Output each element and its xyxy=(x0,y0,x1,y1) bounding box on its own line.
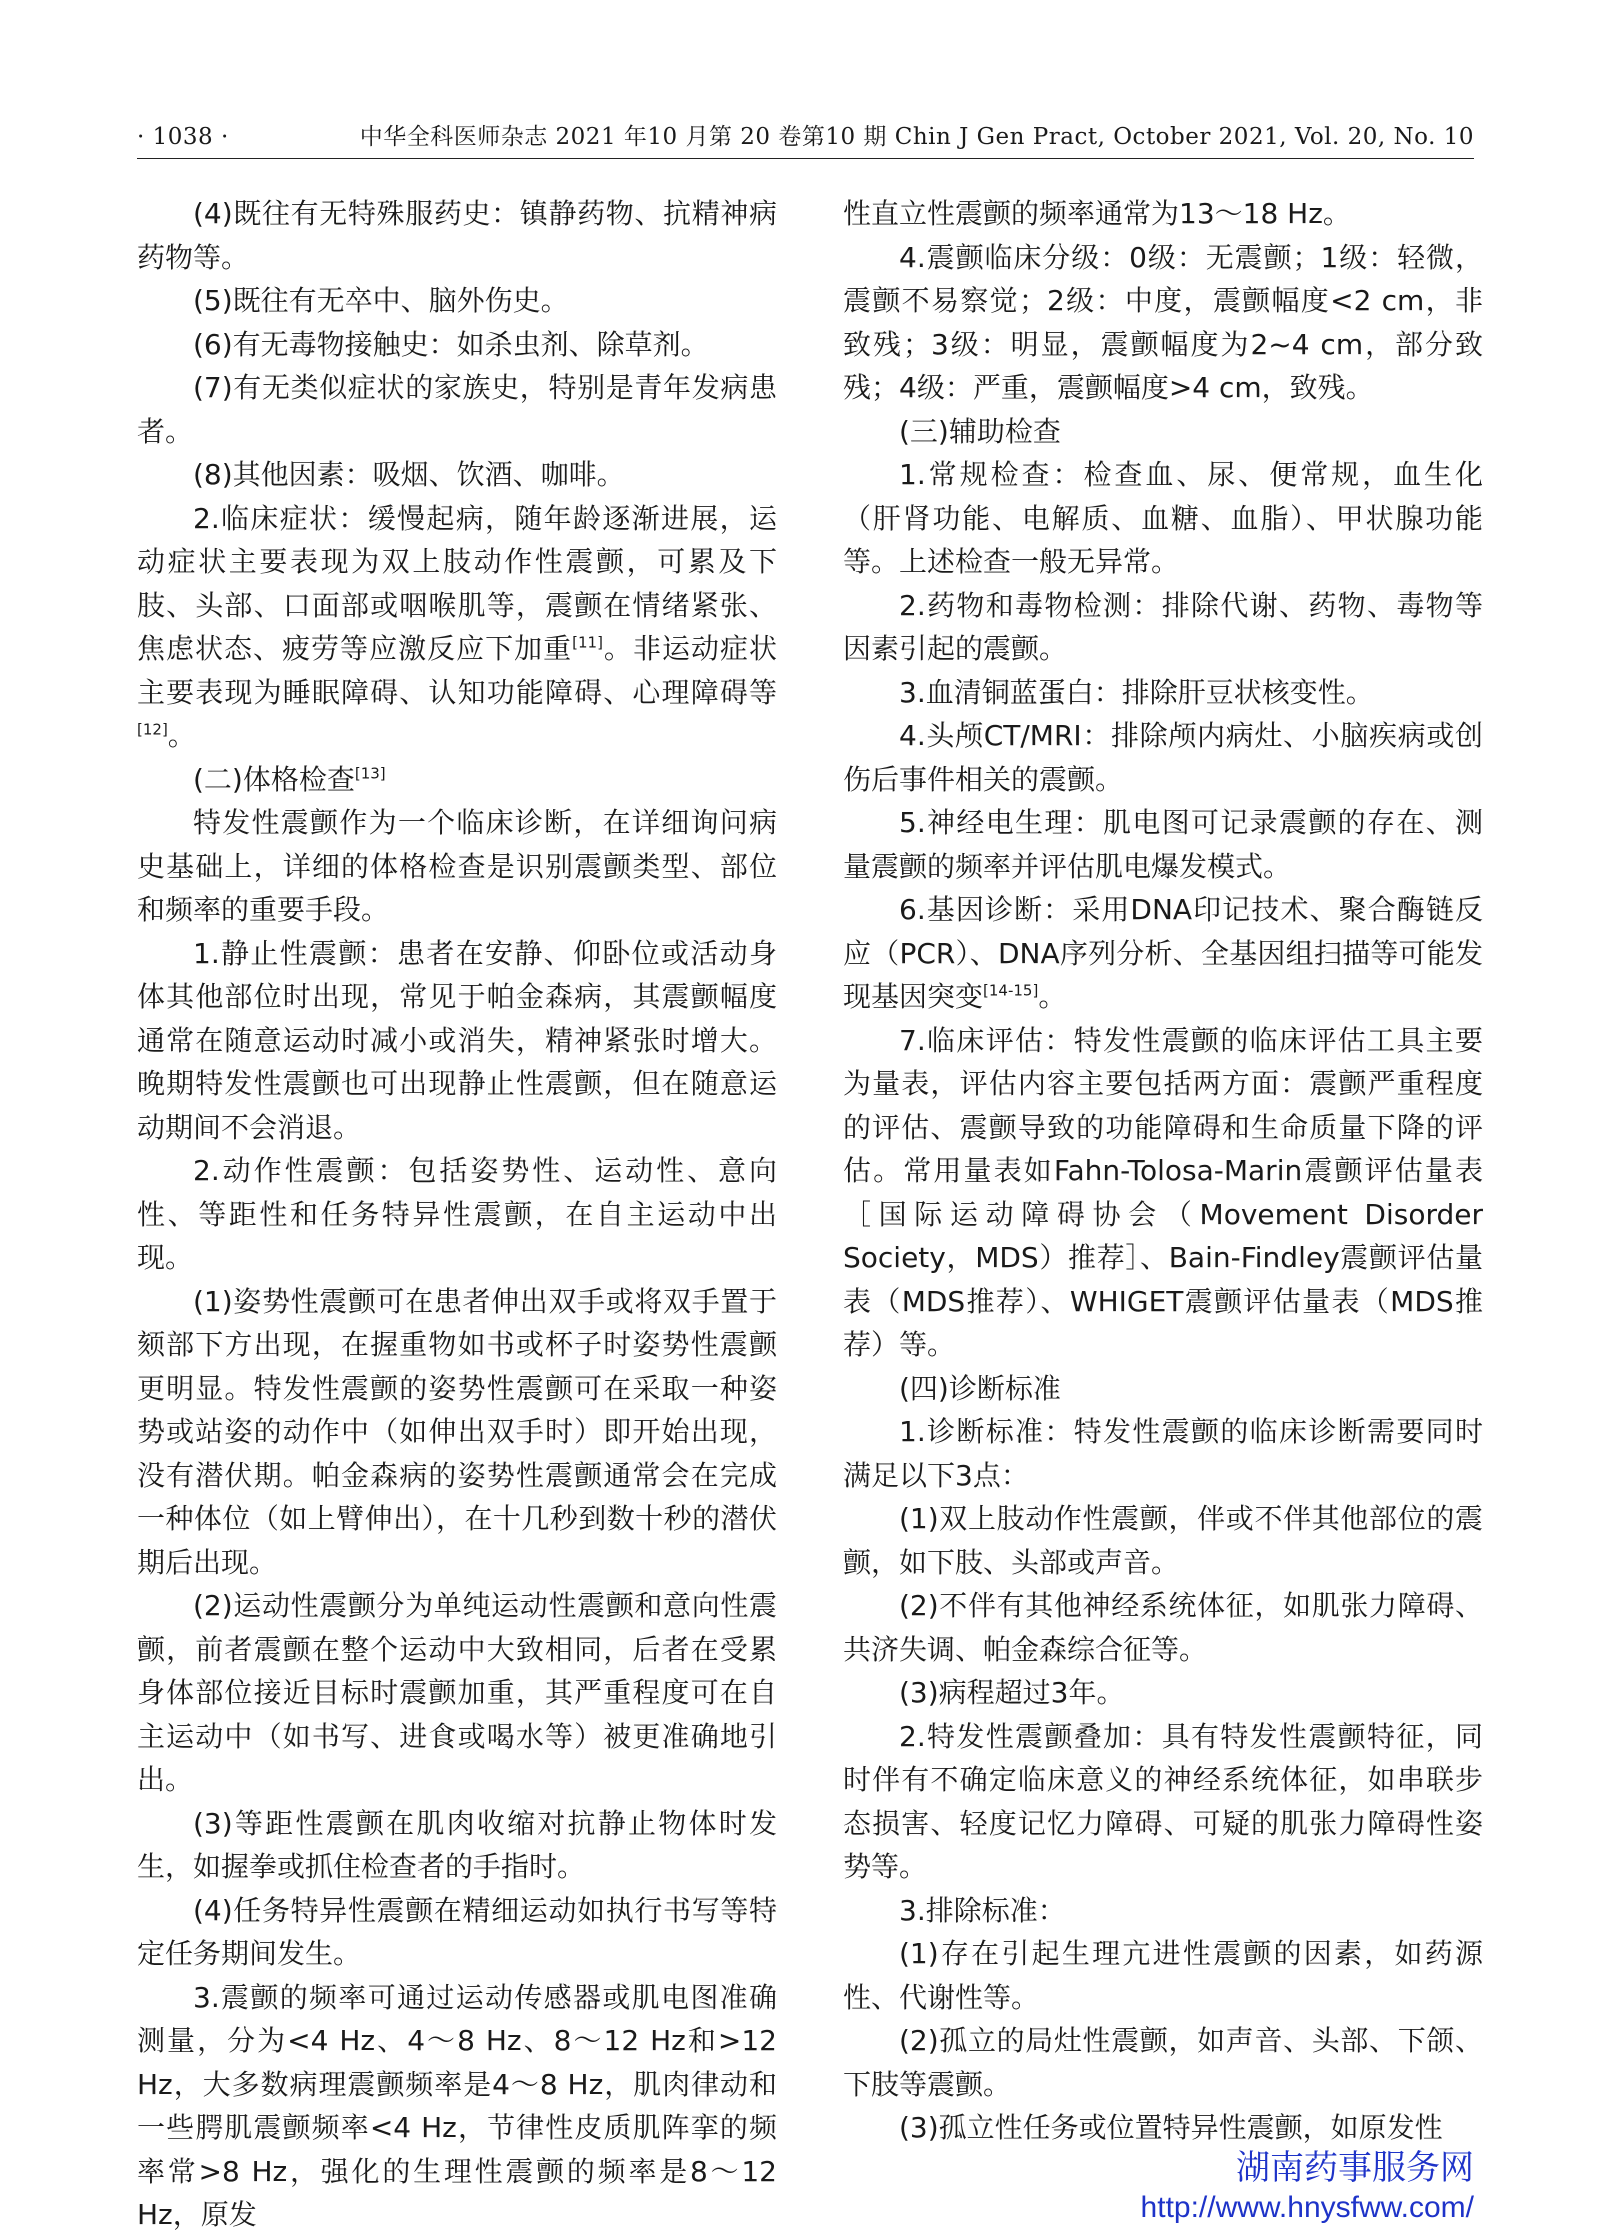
paragraph-text: 。非运动症状主要表现为睡眠障碍、认知功能障碍、心理障碍等 xyxy=(137,632,777,709)
paragraph-text: (7)有无类似症状的家族史，特别是青年发病患者。 xyxy=(137,371,777,448)
paragraph xyxy=(843,1367,1483,1411)
paragraph xyxy=(137,497,777,758)
paragraph-text: 5.神经电生理：肌电图可记录震颤的存在、测量震颤的频率并评估肌电爆发模式。 xyxy=(843,806,1483,883)
paragraph-text: (三)辅助检查 xyxy=(899,414,1061,448)
paragraph-text: (1)存在引起生理亢进性震颤的因素，如药源性、代谢性等。 xyxy=(843,1937,1483,2014)
paragraph-text: 6.基因诊断：采用DNA印记技术、聚合酶链反应（PCR）、DNA序列分析、全基因组扫描等可能发现基因突变 xyxy=(843,893,1483,1013)
paragraph-text: 性直立性震颤的频率通常为13～18 Hz。 xyxy=(843,197,1351,230)
paragraph-text: (4)任务特异性震颤在精细运动如执行书写等特定任务期间发生。 xyxy=(137,1893,777,1970)
paragraph-text: (3)孤立性任务或位置特异性震颤，如原发性 xyxy=(899,2111,1443,2144)
paragraph-text: (6)有无毒物接触史：如杀虫剂、除草剂。 xyxy=(193,327,709,361)
citation-ref: [11] xyxy=(572,633,603,652)
paragraph-text: (2)孤立的局灶性震颤，如声音、头部、下颌、下肢等震颤。 xyxy=(843,2024,1483,2101)
paragraph xyxy=(843,1584,1483,1671)
paragraph xyxy=(843,192,1483,236)
paragraph-text: 2.动作性震颤：包括姿势性、运动性、意向性、等距性和任务特异性震颤，在自主运动中出现。 xyxy=(137,1154,777,1274)
paragraph-text: (2)运动性震颤分为单纯运动性震颤和意向性震颤，前者震颤在整个运动中大致相同，后者在受累身体部位接近目标时震颤加重，其严重程度可在自主运动中（如书写、进食或喝水等）被更准确地引出。 xyxy=(137,1589,777,1796)
paragraph xyxy=(843,2019,1483,2106)
paragraph xyxy=(137,801,777,932)
paragraph-text: (二)体格检查 xyxy=(193,762,355,796)
header-rule xyxy=(137,158,1474,159)
paragraph-text: 。 xyxy=(167,719,196,752)
paragraph xyxy=(137,1802,777,1889)
paragraph xyxy=(843,714,1483,801)
paragraph-text: 2.临床症状：缓慢起病，随年龄逐渐进展，运动症状主要表现为双上肢动作性震颤，可累及下肢、头部、口面部或咽喉肌等，震颤在情绪紧张、焦虑状态、疲劳等应激反应下加重 xyxy=(137,501,777,665)
left-column xyxy=(137,192,777,2237)
paragraph-text: (3)等距性震颤在肌肉收缩对抗静止物体时发生，如握拳或抓住检查者的手指时。 xyxy=(137,1806,777,1883)
paragraph xyxy=(843,1410,1483,1497)
watermark xyxy=(1141,2148,1474,2228)
watermark-url: http://www.hnysfww.com/ xyxy=(1140,2191,1474,2224)
watermark-name: 湖南药事服务网 xyxy=(1236,2149,1474,2187)
paragraph-text: (8)其他因素：吸烟、饮酒、咖啡。 xyxy=(193,458,625,491)
paragraph xyxy=(137,323,777,367)
paragraph xyxy=(137,758,777,802)
paragraph xyxy=(137,366,777,453)
paragraph-text: (2)不伴有其他神经系统体征，如肌张力障碍、共济失调、帕金森综合征等。 xyxy=(843,1589,1483,1666)
paragraph xyxy=(137,1889,777,1976)
paragraph-text: 4.头颅CT/MRI：排除颅内病灶、小脑疾病或创伤后事件相关的震颤。 xyxy=(843,719,1483,796)
citation-ref: [14-15] xyxy=(983,981,1039,1000)
paragraph xyxy=(843,671,1483,715)
paragraph-text: 3.排除标准： xyxy=(899,1893,1066,1927)
paragraph xyxy=(843,1019,1483,1367)
citation-ref: [13] xyxy=(354,764,386,783)
paragraph xyxy=(843,1497,1483,1584)
paragraph-text: 3.震颤的频率可通过运动传感器或肌电图准确测量，分为<4 Hz、4～8 Hz、8～12 Hz和>12 Hz，大多数病理震颤频率是4～8 Hz，肌肉律动和一些腭肌震颤频率<4 Hz，节律性皮质肌阵挛的频率常>8 Hz，强化的生理性震颤的频率是8～12 Hz，原发 xyxy=(137,1980,777,2231)
citation-ref: [12] xyxy=(137,720,168,739)
paragraph xyxy=(137,192,777,279)
paragraph-text: (1)姿势性震颤可在患者伸出双手或将双手置于颏部下方出现，在握重物如书或杯子时姿势性震颤更明显。特发性震颤的姿势性震颤可在采取一种姿势或站姿的动作中（如伸出双手时）即开始出现，没有潜伏期。帕金森病的姿势性震颤通常会在完成一种体位（如上臂伸出），在十几秒到数十秒的潜伏期后出现。 xyxy=(137,1284,777,1579)
paragraph-text: 3.血清铜蓝蛋白：排除肝豆状核变性。 xyxy=(899,675,1374,709)
paragraph-text: 特发性震颤作为一个临床诊断，在详细询问病史基础上，详细的体格检查是识别震颤类型、部位和频率的重要手段。 xyxy=(137,806,777,926)
page-number: · 1038 · xyxy=(137,124,229,150)
paragraph-text: 1.诊断标准：特发性震颤的临床诊断需要同时满足以下3点： xyxy=(843,1415,1483,1492)
paragraph-text: (1)双上肢动作性震颤，伴或不伴其他部位的震颤，如下肢、头部或声音。 xyxy=(843,1502,1483,1579)
paragraph-text: 2.特发性震颤叠加：具有特发性震颤特征，同时伴有不确定临床意义的神经系统体征，如串联步态损害、轻度记忆力障碍、可疑的肌张力障碍性姿势等。 xyxy=(843,1719,1483,1883)
paragraph xyxy=(137,1976,777,2237)
paragraph xyxy=(843,1932,1483,2019)
paragraph-text: (4)既往有无特殊服药史：镇静药物、抗精神病药物等。 xyxy=(137,197,777,274)
paragraph xyxy=(137,1149,777,1280)
paragraph-text: (5)既往有无卒中、脑外伤史。 xyxy=(193,284,569,317)
paragraph xyxy=(137,932,777,1150)
paragraph xyxy=(843,2106,1483,2150)
paragraph-text: (3)病程超过3年。 xyxy=(899,1676,1125,1709)
paragraph xyxy=(137,1584,777,1802)
paragraph-text: 2.药物和毒物检测：排除代谢、药物、毒物等因素引起的震颤。 xyxy=(843,588,1483,665)
paragraph xyxy=(843,236,1483,410)
paragraph xyxy=(843,453,1483,584)
paragraph-text: 1.静止性震颤：患者在安静、仰卧位或活动身体其他部位时出现，常见于帕金森病，其震颤幅度通常在随意运动时减小或消失，精神紧张时增大。晚期特发性震颤也可出现静止性震颤，但在随意运动期间不会消退。 xyxy=(137,936,777,1144)
paragraph-text: 7.临床评估：特发性震颤的临床评估工具主要为量表，评估内容主要包括两方面：震颤严重程度的评估、震颤导致的功能障碍和生命质量下降的评估。常用量表如Fahn-Tolosa-Marin震颤评估量表［国际运动障碍协会（Movement Disorder Society，MDS）推荐］、Bain-Findley震颤评估量表（MDS推荐）、WHIGET震颤评估量表（MDS推荐）等。 xyxy=(843,1023,1483,1361)
running-header xyxy=(137,118,1474,151)
paragraph-text: 1.常规检查：检查血、尿、便常规，血生化（肝肾功能、电解质、血糖、血脂）、甲状腺功能等。上述检查一般无异常。 xyxy=(843,458,1483,578)
paragraph xyxy=(137,453,777,497)
paragraph xyxy=(843,888,1483,1019)
paragraph xyxy=(843,1671,1483,1715)
paragraph xyxy=(137,279,777,323)
paragraph xyxy=(137,1280,777,1585)
right-column xyxy=(843,192,1483,2150)
paragraph xyxy=(843,1889,1483,1933)
paragraph xyxy=(843,410,1483,454)
paragraph xyxy=(843,584,1483,671)
paragraph-text: 。 xyxy=(1038,980,1067,1013)
paragraph-text: (四)诊断标准 xyxy=(899,1371,1061,1405)
paragraph xyxy=(843,1715,1483,1889)
paragraph xyxy=(843,801,1483,888)
journal-citation: 中华全科医师杂志 2021 年10 月第 20 卷第10 期 Chin J Gen Pract, October 2021, Vol. 20, No. 10 xyxy=(359,124,1474,150)
paragraph-text: 4.震颤临床分级：0级：无震颤；1级：轻微，震颤不易察觉；2级：中度，震颤幅度<2 cm，非致残；3级：明显，震颤幅度为2~4 cm，部分致残；4级：严重，震颤幅度>4 cm，致残。 xyxy=(843,240,1483,404)
